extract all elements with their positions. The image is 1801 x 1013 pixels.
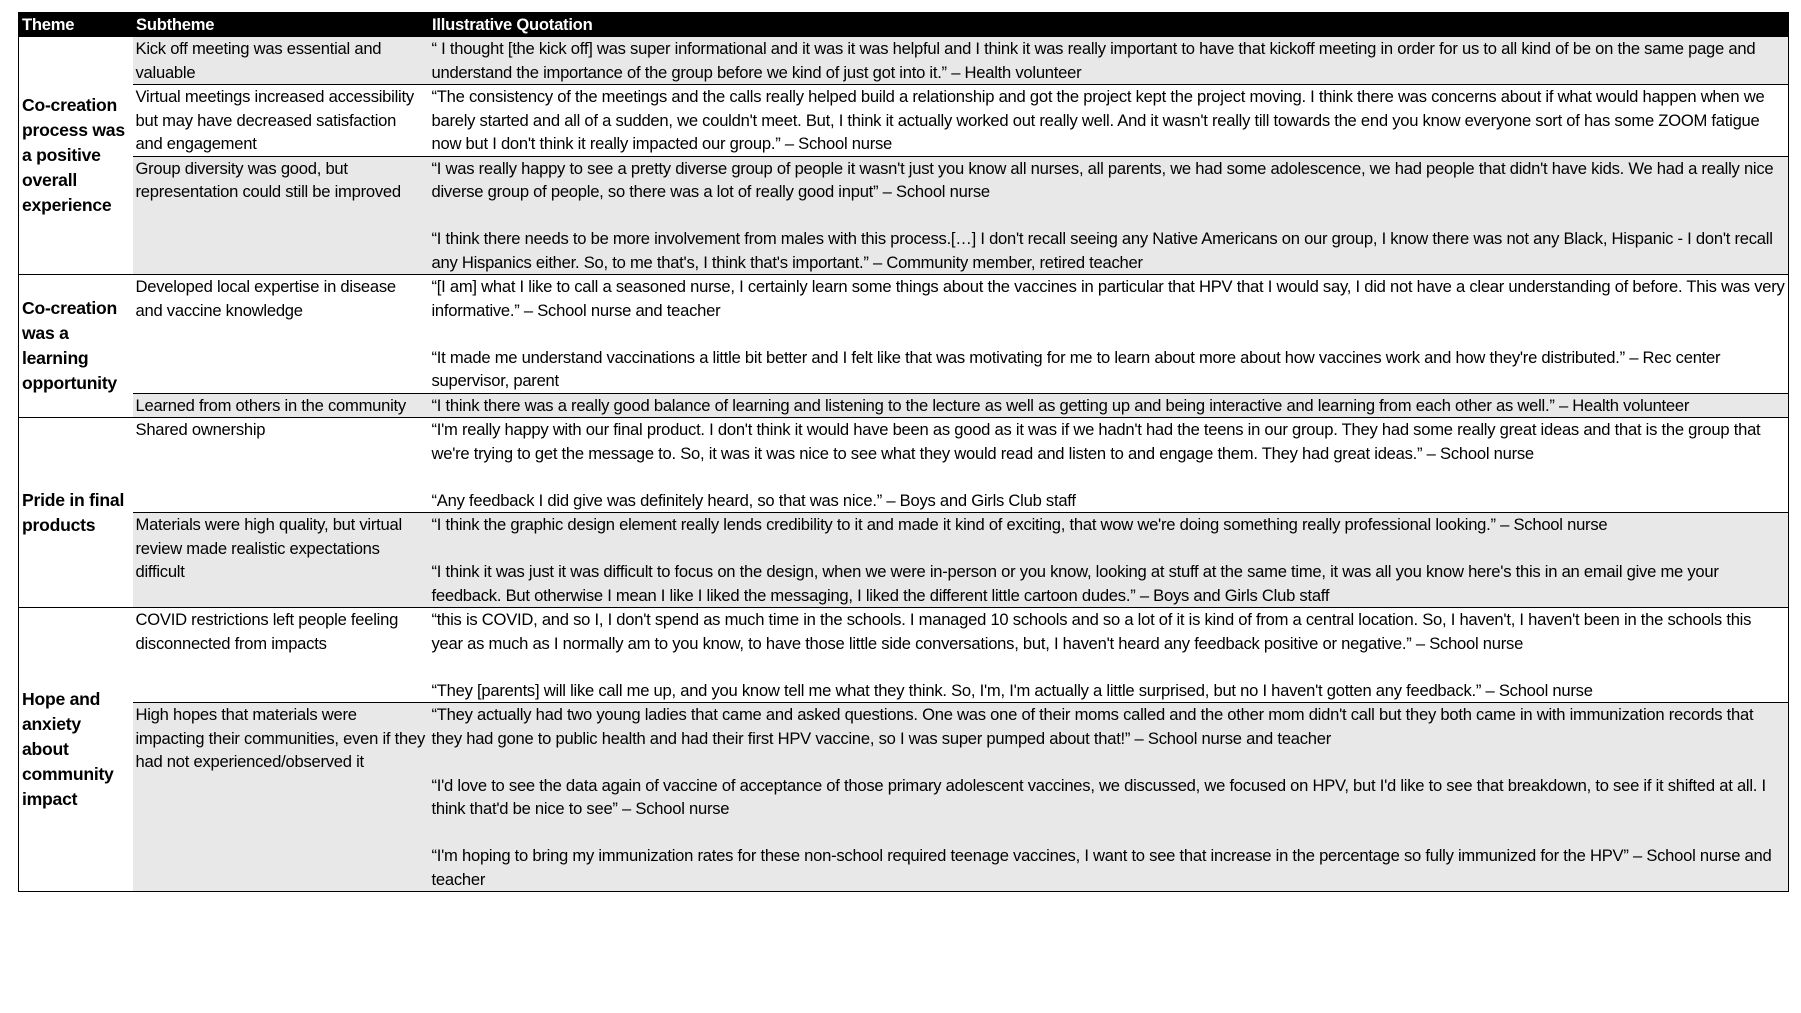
quote-text: “They actually had two young ladies that came and asked questions. One was one of their moms called and the other mom didn't call but they both came in with immunization records that they had gone to public health and had their first HPV vaccine, so I was super pumped about that!” – School nurse and teacher xyxy=(431,705,1754,748)
quote-text: “I think it was just it was difficult to focus on the design, when we were in-person or you know, looking at stuff at the same time, it was all you know here's this in an email give me your feedback. But otherwise I mean I like I liked the messaging, I liked the different little cartoon dudes.” – Boys and Girls Club staff xyxy=(431,562,1719,605)
quotation-cell xyxy=(429,275,1789,394)
header-theme: Theme xyxy=(19,13,133,37)
quote-text: “Any feedback I did give was definitely heard, so that was nice.” – Boys and Girls Club staff xyxy=(431,490,1076,510)
quote-text: “[I am] what I like to call a seasoned nurse, I certainly learn some things about the vaccines in particular that HPV that I would say, I did not have a clear understanding of before. This was very informative.” – School nurse and teacher xyxy=(431,277,1785,320)
table-row xyxy=(19,608,1789,703)
theme-cell: Co-creation was a learning opportunity xyxy=(19,275,133,418)
table-row xyxy=(19,703,1789,892)
subtheme-cell: COVID restrictions left people feeling disconnected from impacts xyxy=(133,608,429,703)
quote-text: “They [parents] will like call me up, and you know tell me what they think. So, I'm, I'm actually a little surprised, but no I haven't gotten any feedback.” – School nurse xyxy=(431,680,1593,700)
subtheme-cell: Shared ownership xyxy=(133,418,429,513)
subtheme-cell: Kick off meeting was essential and valuable xyxy=(133,37,429,85)
subtheme-cell: Virtual meetings increased accessibility but may have decreased satisfaction and engagement xyxy=(133,85,429,157)
subtheme-cell: Materials were high quality, but virtual review made realistic expectations difficult xyxy=(133,513,429,608)
subtheme-cell: High hopes that materials were impacting their communities, even if they had not experienced/observed it xyxy=(133,703,429,892)
subtheme-cell: Learned from others in the community xyxy=(133,393,429,418)
header-row xyxy=(19,13,1789,37)
quotation-cell xyxy=(429,608,1789,703)
quote-text: “I'm really happy with our final product. I don't think it would have been as good as it was if we hadn't had the teens in our group. They had some really great ideas and that is the group that we're trying to get the message to. So, it was it was nice to see what they would read and listen to and engage them. They had great ideas.” – School nurse xyxy=(431,420,1761,463)
quote-text: “I think the graphic design element really lends credibility to it and made it kind of exciting, that wow we're doing something really professional looking.” – School nurse xyxy=(431,515,1608,534)
quote-text: “I'd love to see the data again of vaccine of acceptance of those primary adolescent vaccines, we discussed, we focused on HPV, but I'd like to see that breakdown, to see if it shifted at all. I think that'd be nice to see” – School nurse xyxy=(431,775,1766,818)
quote-text: “this is COVID, and so I, I don't spend as much time in the schools. I managed 10 schools and so a lot of it is kind of from a central location. So, I haven't, I haven't been in the schools this year as much as I normally am to you know, to have those little side conversations, but, I haven't heard any feedback positive or negative.” – School nurse xyxy=(431,610,1752,653)
table-row xyxy=(19,393,1789,418)
quotation-cell xyxy=(429,393,1789,418)
subtheme-cell: Group diversity was good, but representation could still be improved xyxy=(133,156,429,275)
quotation-cell xyxy=(429,37,1789,85)
table-row xyxy=(19,275,1789,394)
quote-text: “I think there was a really good balance of learning and listening to the lecture as well as getting up and being interactive and learning from each other as well.” – Health volunteer xyxy=(431,395,1690,415)
quote-text: “I'm hoping to bring my immunization rates for these non-school required teenage vaccines, I want to see that increase in the percentage so fully immunized for the HPV” – School nurse and teacher xyxy=(431,846,1772,889)
quote-text: “I was really happy to see a pretty diverse group of people it wasn't just you know all nurses, all parents, we had some adolescence, we had people that didn't have kids. We had a really nice diverse group of people, so there was a lot of really good input” – School nurse xyxy=(431,158,1774,201)
header-quotation: Illustrative Quotation xyxy=(429,13,1789,37)
quotation-cell xyxy=(429,156,1789,275)
table-row xyxy=(19,156,1789,275)
header-subtheme: Subtheme xyxy=(133,13,429,37)
quotation-cell xyxy=(429,703,1789,892)
table-row xyxy=(19,418,1789,513)
quotation-cell xyxy=(429,85,1789,157)
theme-cell: Hope and anxiety about community impact xyxy=(19,608,133,892)
table-row xyxy=(19,37,1789,85)
quotation-table xyxy=(18,12,1789,892)
table-row xyxy=(19,85,1789,157)
table-row xyxy=(19,513,1789,608)
quote-text: “The consistency of the meetings and the calls really helped build a relationship and got the project kept the project moving. I think there was concerns about if what would happen when we barely started and all of a sudden, we couldn't meet. But, I think it actually worked out really well. And it wasn't really till towards the end you know everyone sort of has some ZOOM fatigue now but I don't think it really impacted our group.” – School nurse xyxy=(431,87,1765,153)
theme-cell: Co-creation process was a positive overall experience xyxy=(19,37,133,275)
quote-text: “I think there needs to be more involvement from males with this process.[…] I don't recall seeing any Native Americans on our group, I know there was not any Black, Hispanic - I don't recall any Hispanics either. So, to me that's, I think that's important.” – Community member, retired teacher xyxy=(431,229,1773,272)
quote-text: “ I thought [the kick off] was super informational and it was it was helpful and I think it was really important to have that kickoff meeting in order for us to all kind of be on the same page and understand the importance of the group before we kind of just got into it.” – Health volunteer xyxy=(431,39,1756,82)
quote-text: “It made me understand vaccinations a little bit better and I felt like that was motivating for me to learn about more about how vaccines work and how they're distributed.” – Rec center supervisor, parent xyxy=(431,347,1721,390)
quotation-cell xyxy=(429,513,1789,608)
theme-cell: Pride in final products xyxy=(19,418,133,608)
subtheme-cell: Developed local expertise in disease and vaccine knowledge xyxy=(133,275,429,394)
quotation-cell xyxy=(429,418,1789,513)
